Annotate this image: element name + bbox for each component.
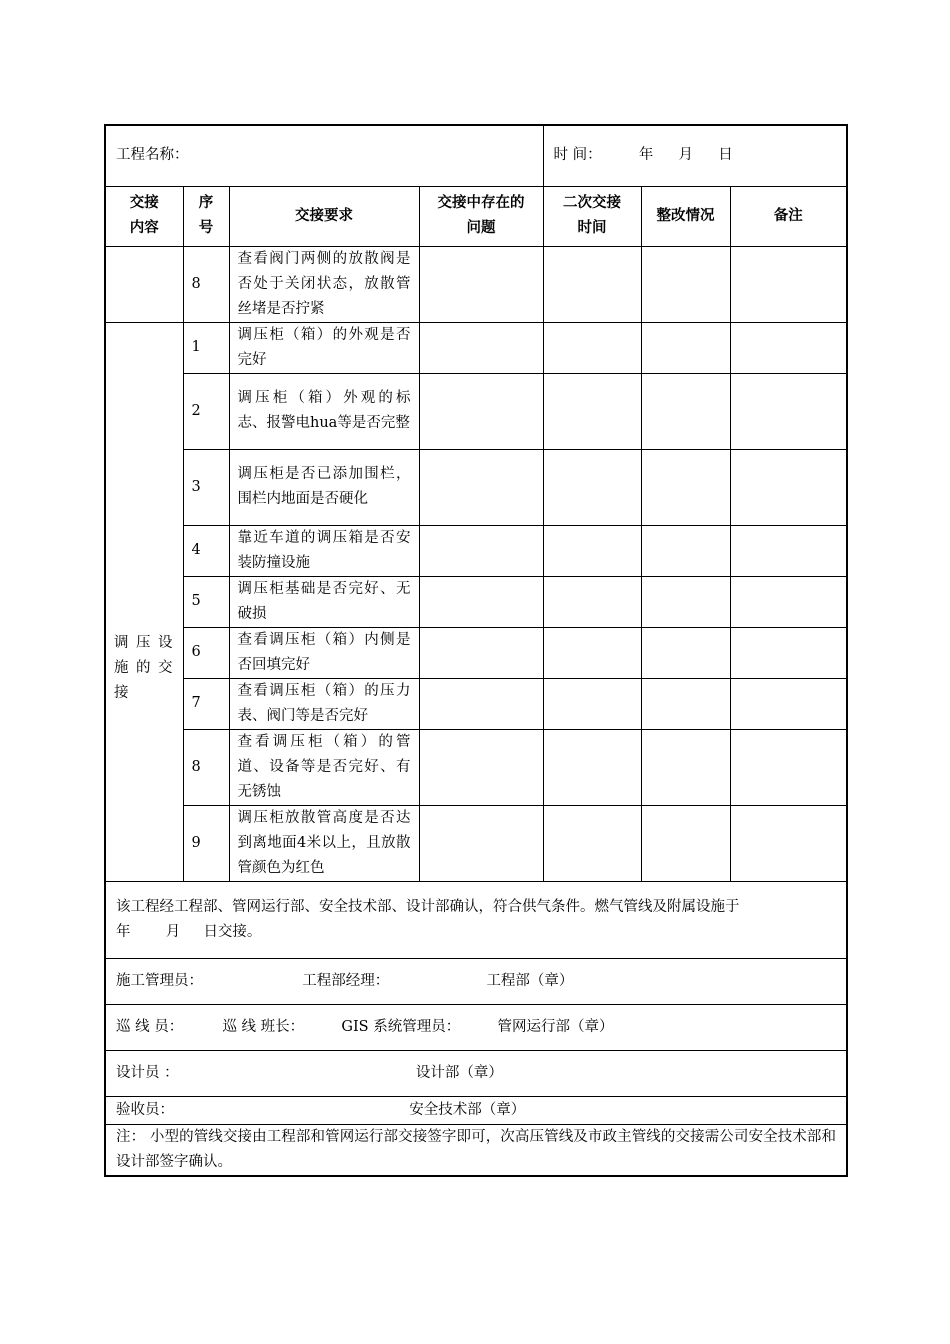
table-row [105, 322, 847, 373]
handover-table [104, 124, 848, 1177]
signature-row-construction [105, 958, 847, 1004]
rectify-cell[interactable] [641, 805, 730, 881]
issues-cell[interactable] [419, 525, 543, 576]
table-row [105, 525, 847, 576]
confirmation-row [105, 881, 847, 958]
remark-cell[interactable] [730, 449, 847, 525]
remark-cell[interactable] [730, 373, 847, 449]
safety-stamp-label: 安全技术部（章） [409, 1101, 526, 1118]
project-name-label: 工程名称： [116, 147, 189, 164]
patrol-label: 巡 线 员： [116, 1018, 184, 1035]
issues-cell[interactable] [419, 576, 543, 627]
content-cell [105, 246, 183, 322]
requirement-cell: 调压柜（箱）外观的标志、报警电hua等是否完整 [229, 373, 419, 449]
signature-row-acceptance [105, 1096, 847, 1124]
seq-cell: 7 [183, 678, 229, 729]
requirement-cell: 查看调压柜（箱）的压力表、阀门等是否完好 [229, 678, 419, 729]
seq-cell: 2 [183, 373, 229, 449]
gis-admin-label: GIS 系统管理员： [341, 1018, 461, 1035]
engineering-stamp-label: 工程部（章） [486, 972, 574, 989]
signature-cell[interactable] [105, 958, 847, 1004]
second-time-cell[interactable] [543, 525, 641, 576]
table-row [105, 449, 847, 525]
table-row [105, 246, 847, 322]
issues-cell[interactable] [419, 449, 543, 525]
remark-cell[interactable] [730, 678, 847, 729]
table-row [105, 805, 847, 881]
table-row [105, 373, 847, 449]
requirement-cell: 调压柜基础是否完好、无破损 [229, 576, 419, 627]
handover-form [104, 124, 846, 1177]
issues-cell[interactable] [419, 246, 543, 322]
issues-cell[interactable] [419, 805, 543, 881]
table-row [105, 576, 847, 627]
remark-cell[interactable] [730, 805, 847, 881]
second-time-cell[interactable] [543, 449, 641, 525]
second-time-cell[interactable] [543, 729, 641, 805]
time-year: 年 [638, 147, 654, 164]
col-requirement: 交接要求 [229, 186, 419, 246]
time-label: 时 间： [553, 147, 602, 164]
col-second-time: 二次交接 时间 [543, 186, 641, 246]
rectify-cell[interactable] [641, 246, 730, 322]
seq-cell: 4 [183, 525, 229, 576]
remark-cell[interactable] [730, 322, 847, 373]
design-stamp-label: 设计部（章） [415, 1064, 503, 1081]
construction-manager-label: 施工管理员： [116, 972, 203, 989]
signature-row-design [105, 1050, 847, 1096]
section-name-cell: 调压设施的交接 [105, 322, 183, 881]
second-time-cell[interactable] [543, 627, 641, 678]
table-row [105, 678, 847, 729]
col-content: 交接 内容 [105, 186, 183, 246]
seq-cell: 8 [183, 729, 229, 805]
rectify-cell[interactable] [641, 322, 730, 373]
signature-cell[interactable] [105, 1050, 847, 1096]
requirement-cell: 调压柜放散管高度是否达到离地面4米以上，且放散管颜色为红色 [229, 805, 419, 881]
project-header-row [105, 125, 847, 186]
second-time-cell[interactable] [543, 246, 641, 322]
time-month: 月 [678, 147, 694, 164]
acceptor-label: 验收员： [116, 1101, 174, 1118]
issues-cell[interactable] [419, 729, 543, 805]
patrol-leader-label: 巡 线 班长： [222, 1018, 305, 1035]
second-time-cell[interactable] [543, 373, 641, 449]
remark-cell[interactable] [730, 525, 847, 576]
requirement-cell: 查看阀门两侧的放散阀是否处于关闭状态，放散管丝堵是否拧紧 [229, 246, 419, 322]
col-rectify: 整改情况 [641, 186, 730, 246]
second-time-cell[interactable] [543, 805, 641, 881]
seq-cell: 8 [183, 246, 229, 322]
seq-cell: 9 [183, 805, 229, 881]
requirement-cell: 查看调压柜（箱）内侧是否回填完好 [229, 627, 419, 678]
issues-cell[interactable] [419, 627, 543, 678]
rectify-cell[interactable] [641, 627, 730, 678]
remark-cell[interactable] [730, 576, 847, 627]
issues-cell[interactable] [419, 373, 543, 449]
col-issues: 交接中存在的 问题 [419, 186, 543, 246]
confirmation-month: 月 [165, 923, 181, 940]
signature-row-pipeline [105, 1004, 847, 1050]
project-name-cell[interactable] [105, 125, 543, 186]
issues-cell[interactable] [419, 678, 543, 729]
seq-cell: 1 [183, 322, 229, 373]
second-time-cell[interactable] [543, 322, 641, 373]
rectify-cell[interactable] [641, 576, 730, 627]
requirement-cell: 调压柜（箱）的外观是否完好 [229, 322, 419, 373]
signature-cell[interactable] [105, 1004, 847, 1050]
remark-cell[interactable] [730, 246, 847, 322]
table-row [105, 627, 847, 678]
seq-cell: 6 [183, 627, 229, 678]
rectify-cell[interactable] [641, 373, 730, 449]
second-time-cell[interactable] [543, 576, 641, 627]
note-cell: 注： 小型的管线交接由工程部和管网运行部交接签字即可，次高压管线及市政主管线的交接需公司安全技术部和设计部签字确认。 [105, 1124, 847, 1176]
rectify-cell[interactable] [641, 525, 730, 576]
requirement-cell: 查看调压柜（箱）的管道、设备等是否完好、有无锈蚀 [229, 729, 419, 805]
rectify-cell[interactable] [641, 678, 730, 729]
second-time-cell[interactable] [543, 678, 641, 729]
requirement-cell: 调压柜是否已添加围栏，围栏内地面是否硬化 [229, 449, 419, 525]
issues-cell[interactable] [419, 322, 543, 373]
rectify-cell[interactable] [641, 449, 730, 525]
col-remark: 备注 [730, 186, 847, 246]
signature-cell[interactable] [105, 1096, 847, 1124]
requirement-cell: 靠近车道的调压箱是否安装防撞设施 [229, 525, 419, 576]
engineering-manager-label: 工程部经理： [302, 972, 390, 989]
rectify-cell[interactable] [641, 729, 730, 805]
remark-cell[interactable] [730, 729, 847, 805]
col-seq: 序 号 [183, 186, 229, 246]
time-cell[interactable] [543, 125, 847, 186]
seq-cell: 5 [183, 576, 229, 627]
remark-cell[interactable] [730, 627, 847, 678]
note-row [105, 1124, 847, 1176]
seq-cell: 3 [183, 449, 229, 525]
designer-label: 设计员 ： [116, 1064, 179, 1081]
confirmation-text: 该工程经工程部、管网运行部、安全技术部、设计部确认，符合供气条件。燃气管线及附属设施于 [116, 898, 740, 915]
table-row [105, 729, 847, 805]
confirmation-year: 年 [116, 923, 131, 940]
column-header-row [105, 186, 847, 246]
pipeline-stamp-label: 管网运行部（章） [497, 1018, 614, 1035]
confirmation-cell [105, 881, 847, 958]
confirmation-day: 日交接。 [203, 923, 262, 940]
time-day: 日 [718, 147, 733, 164]
